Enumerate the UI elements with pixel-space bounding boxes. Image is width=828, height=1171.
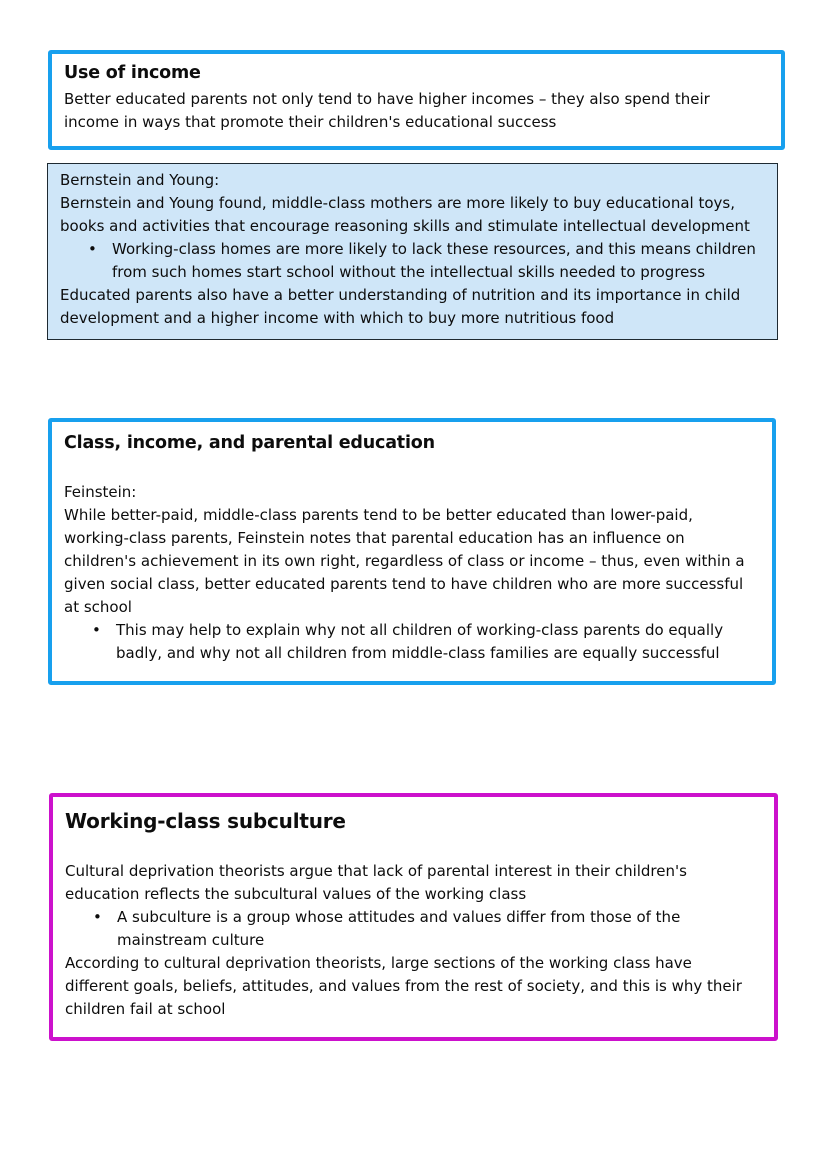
subculture-bullet-item (65, 906, 760, 952)
subculture-bullet-text: A subculture is a group whose attitudes and values differ from those of the mainstream culture (117, 908, 681, 949)
working-class-subculture-title: Working-class subculture (65, 809, 346, 833)
bernstein-young-paragraph-1: Bernstein and Young found, middle-class mothers are more likely to buy educational toys, books and activities that encourage reasoning skills and stimulate intellectual development (60, 194, 750, 235)
bullet-icon: • (88, 240, 97, 258)
bullet-icon: • (92, 621, 101, 639)
bernstein-young-label: Bernstein and Young: (60, 171, 220, 189)
use-of-income-body: Better educated parents not only tend to have higher incomes – they also spend their income in ways that promote their children's educational success (64, 90, 710, 131)
use-of-income-title: Use of income (64, 63, 201, 83)
feinstein-label: Feinstein: (64, 483, 137, 501)
bullet-icon: • (93, 908, 102, 926)
subculture-paragraph-1: Cultural deprivation theorists argue that lack of parental interest in their children's education reflects the subcultural values of the working class (65, 862, 687, 903)
bernstein-young-bullet-item (60, 238, 765, 284)
section-use-of-income (48, 50, 785, 150)
bernstein-young-bullet-text: Working-class homes are more likely to lack these resources, and this means children from such homes start school without the intellectual skills needed to progress (112, 240, 756, 281)
class-income-bullet-item (64, 619, 758, 665)
section-working-class-subculture (49, 793, 778, 1041)
subculture-paragraph-2: According to cultural deprivation theorists, large sections of the working class have different goals, beliefs, attitudes, and values from the rest of society, and this is why their children fail at school (65, 954, 742, 1018)
class-income-paragraph-1: While better-paid, middle-class parents tend to be better educated than lower-paid, working-class parents, Feinstein notes that parental education has an influence on children's achievement in its own right, regardless of class or income – thus, even within a given social class, better educated parents tend to have children who are more successful at school (64, 506, 745, 616)
class-income-bullet-text: This may help to explain why not all children of working-class parents do equally badly, and why not all children from middle-class families are equally successful (116, 621, 724, 662)
section-class-income-parental-education (48, 418, 776, 685)
section-bernstein-and-young (47, 163, 778, 340)
class-income-title: Class, income, and parental education (64, 433, 435, 453)
bernstein-young-paragraph-2: Educated parents also have a better understanding of nutrition and its importance in child development and a higher income with which to buy more nutritious food (60, 286, 741, 327)
